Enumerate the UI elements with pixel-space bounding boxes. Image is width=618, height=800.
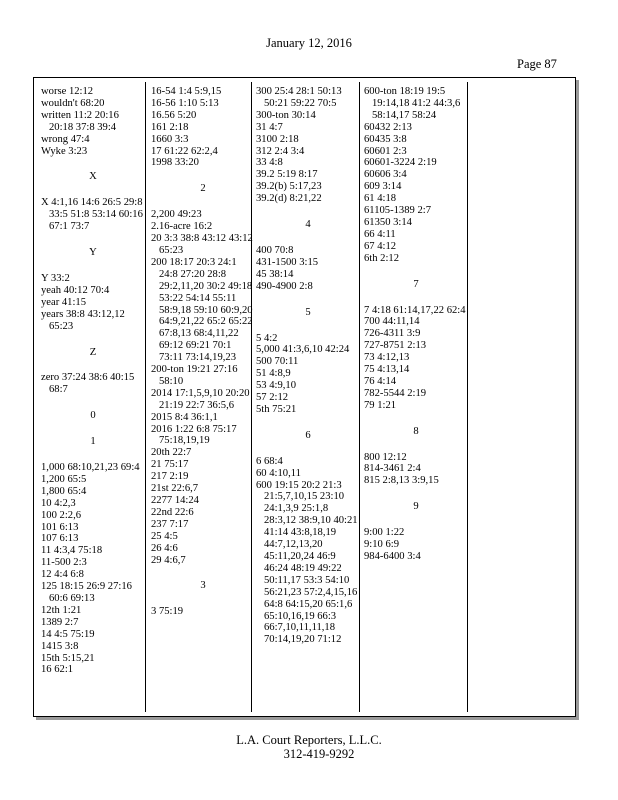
- index-entry: 1998 33:20: [151, 157, 199, 169]
- column-divider: [145, 82, 146, 712]
- index-entry: Y 33:2: [41, 272, 70, 284]
- index-entry: 7 4:18 61:14,17,22 62:4: [364, 304, 466, 316]
- index-entry: 29 4:6,7: [151, 554, 186, 566]
- index-entry: 6th 2:12: [364, 252, 400, 264]
- index-frame: [33, 77, 576, 717]
- index-entry: 5,000 41:3,6,10 42:24: [256, 344, 350, 356]
- index-entry: 61350 3:14: [364, 216, 412, 228]
- index-entry: 300 25:4 28:1 50:13 50:21 59:22 70:5: [256, 86, 342, 109]
- index-entry: 21st 22:6,7: [151, 483, 199, 495]
- index-entry: 700 44:11,14: [364, 316, 420, 328]
- index-entry: 3 75:19: [151, 606, 184, 618]
- index-entry: 31 4:7: [256, 121, 283, 133]
- index-entry: 60601 2:3: [364, 145, 407, 157]
- index-entry: 39.2 5:19 8:17: [256, 169, 318, 181]
- index-entry: 20 3:3 38:8 43:12 43:12 65:23: [151, 233, 253, 256]
- index-entry: 73 4:12,13: [364, 352, 410, 364]
- index-entry: Wyke 3:23: [41, 145, 88, 157]
- index-section-heading: 6: [305, 429, 311, 441]
- index-entry: wrong 47:4: [41, 133, 90, 145]
- index-section-heading: 7: [413, 278, 419, 290]
- index-entry: 53 4:9,10: [256, 380, 297, 392]
- index-entry: 12th 1:21: [41, 604, 82, 616]
- index-entry: 814-3461 2:4: [364, 463, 421, 475]
- index-entry: 15th 5:15,21: [41, 652, 95, 664]
- index-entry: 22nd 22:6: [151, 506, 194, 518]
- index-entry: 75 4:13,14: [364, 364, 410, 376]
- index-entry: 66 4:11: [364, 228, 396, 240]
- index-entry: 67 4:12: [364, 240, 397, 252]
- page-date: January 12, 2016: [266, 36, 352, 50]
- index-entry: X 4:1,16 14:6 26:5 29:8 33:5 51:8 53:14 60:16 67:1 73:7: [41, 197, 143, 233]
- index-entry: 3100 2:18: [256, 133, 299, 145]
- index-entry: 1389 2:7: [41, 616, 79, 628]
- index-entry: 237 7:17: [151, 518, 189, 530]
- index-entry: 400 70:8: [256, 244, 294, 256]
- index-entry: worse 12:12: [41, 86, 94, 97]
- index-entry: 2277 14:24: [151, 495, 199, 506]
- index-section-heading: 4: [305, 219, 311, 231]
- index-entry: 12 4:4 6:8: [41, 569, 84, 581]
- index-entry: 39.2(d) 8:21,22: [256, 193, 322, 205]
- index-entry: 2,200 49:23: [151, 209, 202, 221]
- index-entry: years 38:8 43:12,12 65:23: [41, 308, 125, 332]
- index-entry: 5 4:2: [256, 332, 278, 344]
- index-entry: 79 1:21: [364, 399, 397, 411]
- index-entry: 17 61:22 62:2,4: [151, 145, 218, 157]
- index-entry: year 41:15: [41, 296, 87, 308]
- index-entry: 61105-1389 2:7: [364, 205, 431, 217]
- footer-phone: 312-419-9292: [283, 747, 355, 761]
- index-entry: 727-8751 2:13: [364, 340, 427, 352]
- index-entry: 609 3:14: [364, 181, 402, 193]
- index-entry: 9:10 6:9: [364, 539, 400, 551]
- index-entry: 1660 3:3: [151, 133, 189, 145]
- index-entry: 200-ton 19:21 27:16 58:10: [151, 364, 238, 387]
- index-entry: written 11:2 20:16 20:18 37:8 39:4: [41, 109, 119, 133]
- index-entry: 9:00 1:22: [364, 527, 405, 539]
- index-entry: 815 2:8,13 3:9,15: [364, 475, 439, 487]
- index-entry: 60601-3224 2:19: [364, 157, 437, 169]
- index-section-heading: 0: [90, 410, 96, 422]
- index-entry: 33 4:8: [256, 157, 283, 169]
- index-entry: 1,200 65:5: [41, 473, 87, 485]
- index-column-1: [41, 86, 145, 676]
- index-entry: 16-56 1:10 5:13: [151, 97, 219, 109]
- index-entry: 51 4:8,9: [256, 368, 291, 380]
- index-section-heading: 9: [413, 501, 419, 513]
- index-column-4: [364, 86, 468, 563]
- index-section-heading: 2: [200, 183, 206, 195]
- index-entry: 600-ton 18:19 19:5 19:14,18 41:2 44:3,6 58:14,17 58:24: [364, 86, 461, 121]
- index-column-3: [256, 86, 360, 646]
- index-entry: 16.56 5:20: [151, 109, 197, 121]
- index-entry: 200 18:17 20:3 24:1 24:8 27:20 28:8 29:2,11,20 30:2 49:18 53:22 54:14 55:11 58:9,18 59:10 60:9,20 64:9,21,22 65:2 65:22 67:8,13 68:4,11,22 69:12 69:21 70:1 73:11 73:14,19,23: [151, 256, 253, 364]
- index-entry: 2014 17:1,5,9,10 20:20 21:19 22:7 36:5,6: [151, 387, 250, 411]
- index-entry: 16 62:1: [41, 664, 74, 676]
- index-entry: 2016 1:22 6:8 75:17 75:18,19,19: [151, 423, 237, 447]
- index-section-heading: Z: [89, 346, 97, 358]
- index-entry: 161 2:18: [151, 121, 189, 133]
- index-entry: 16-54 1:4 5:9,15: [151, 86, 222, 97]
- index-entry: 1,000 68:10,21,23 69:4: [41, 462, 140, 474]
- index-entry: 984-6400 3:4: [364, 551, 421, 562]
- index-entry: 100 2:2,6: [41, 509, 82, 521]
- index-entry: 76 4:14: [364, 375, 397, 387]
- page-number: Page 87: [517, 57, 557, 71]
- index-section-heading: 5: [305, 306, 311, 318]
- index-entry: 6 68:4: [256, 455, 283, 467]
- index-entry: 60 4:10,11: [256, 467, 301, 479]
- index-entry: 431-1500 3:15: [256, 256, 319, 268]
- index-entry: 2.16-acre 16:2: [151, 221, 213, 233]
- index-section-heading: 8: [413, 425, 419, 437]
- index-entry: 107 6:13: [41, 533, 79, 545]
- index-entry: 490-4900 2:8: [256, 280, 313, 292]
- index-entry: 61 4:18: [364, 193, 397, 205]
- index-entry: 5th 75:21: [256, 403, 297, 415]
- index-entry: 60435 3:8: [364, 133, 407, 145]
- index-entry: 300-ton 30:14: [256, 109, 316, 121]
- index-entry: 2015 8:4 36:1,1: [151, 411, 218, 423]
- index-section-heading: 3: [200, 580, 206, 592]
- index-entry: 39.2(b) 5:17,23: [256, 181, 322, 193]
- index-entry: 1415 3:8: [41, 640, 79, 652]
- index-entry: 101 6:13: [41, 521, 79, 533]
- index-entry: 20th 22:7: [151, 447, 192, 459]
- index-entry: yeah 40:12 70:4: [41, 284, 110, 296]
- index-entry: 14 4:5 75:19: [41, 628, 95, 640]
- index-entry: 217 2:19: [151, 471, 189, 483]
- index-entry: 500 70:11: [256, 356, 299, 368]
- index-entry: 21 75:17: [151, 459, 189, 471]
- index-entry: wouldn't 68:20: [41, 97, 105, 109]
- index-section-heading: Y: [89, 247, 97, 259]
- index-entry: 1,800 65:4: [41, 485, 87, 497]
- index-entry: 11 4:3,4 75:18: [41, 545, 103, 557]
- index-section-heading: X: [89, 171, 97, 183]
- index-entry: zero 37:24 38:6 40:15 68:7: [41, 372, 135, 396]
- index-entry: 26 4:6: [151, 542, 178, 554]
- index-section-heading: 1: [90, 436, 96, 448]
- index-entry: 312 2:4 3:4: [256, 145, 305, 157]
- footer-company: L.A. Court Reporters, L.L.C.: [236, 733, 382, 747]
- index-entry: 25 4:5: [151, 530, 178, 542]
- index-entry: 125 18:15 26:9 27:16 60:6 69:13: [41, 581, 132, 604]
- index-entry: 11-500 2:3: [41, 557, 87, 569]
- index-column-2: [151, 86, 255, 618]
- index-entry: 10 4:2,3: [41, 497, 76, 509]
- index-entry: 60606 3:4: [364, 169, 407, 181]
- index-entry: 60432 2:13: [364, 121, 412, 133]
- index-entry: 782-5544 2:19: [364, 387, 427, 399]
- index-entry: 726-4311 3:9: [364, 328, 421, 340]
- index-entry: 57 2:12: [256, 392, 289, 404]
- index-entry: 45 38:14: [256, 268, 294, 280]
- index-entry: 800 12:12: [364, 451, 407, 463]
- index-entry: 600 19:15 20:2 21:3 21:5,7,10,15 23:10 24:1,3,9 25:1,8 28:3,12 38:9,10 40:21 41:14 43:8,18,19 44:7,12,13,20 45:11,20,24 46:9 46:24 48:19 49:22 50:11,17 53:3 54:10 56:21,23 57:2,4,15,16 64:8 64:15,20 65:1,6 65:10,16,19 66:3 66:7,10,11,11,18 70:14,19,20 71:12: [256, 479, 358, 646]
